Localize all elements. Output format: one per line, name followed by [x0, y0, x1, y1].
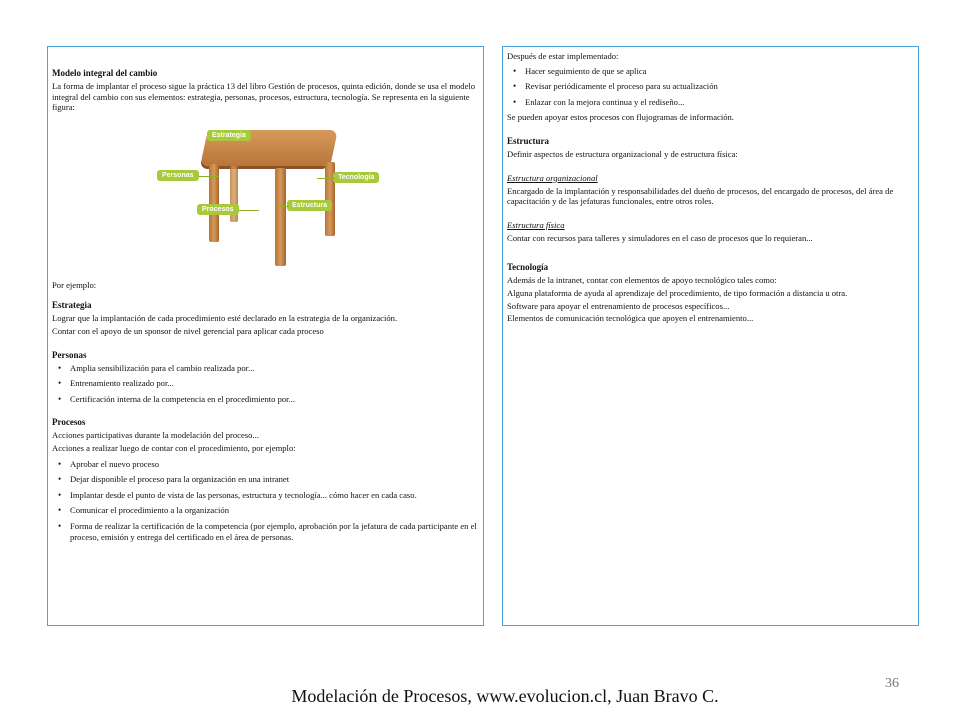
por-ejemplo: Por ejemplo: — [52, 279, 97, 290]
tec-text-1: Además de la intranet, contar con elementos de apoyo tecnológico tales como: — [507, 275, 777, 286]
intro-paragraph: La forma de implantar el proceso sigue la práctica 13 del libro Gestión de procesos, quinta edición, donde se usa el modelo integral del cambio con sus elementos: estrategia, personas, procesos, estructura, tecnología. Se representa en la siguiente figura: — [52, 81, 476, 113]
procesos-heading: Procesos — [52, 417, 86, 428]
despues-list — [507, 66, 914, 108]
list-item: • Dejar disponible el proceso para la organización en una intranet — [70, 474, 479, 485]
tag-connector — [239, 210, 259, 212]
tecnologia-heading: Tecnología — [507, 262, 549, 273]
procesos-list — [52, 459, 479, 543]
despues-text: Después de estar implementado: — [507, 51, 619, 61]
flujogramas-text: Se pueden apoyar estos procesos con flujogramas de información. — [507, 112, 734, 123]
tag-connector — [199, 176, 219, 178]
estrategia-text-2: Contar con el apoyo de un sponsor de nivel gerencial para aplicar cada proceso — [52, 325, 324, 336]
list-item: • Forma de realizar la certificación de la competencia (por ejemplo, aprobación por la jefatura de cada participante en el proceso, emisión y entrega del certificado en el área de personas. — [70, 521, 479, 542]
change-model-figure — [147, 118, 392, 266]
list-item: • Implantar desde el punto de vista de las personas, estructura y tecnología... cómo hacer en cada caso. — [70, 490, 479, 501]
tag-connector — [279, 206, 289, 208]
tag-personas: Personas — [157, 170, 199, 181]
estructura-text: Definir aspectos de estructura organizacional y de estructura física: — [507, 148, 738, 159]
fisica-text: Contar con recursos para talleres y simuladores en el caso de procesos que lo requieran... — [507, 232, 813, 243]
tag-connector — [317, 178, 335, 180]
tag-estructura: Estructura — [287, 200, 332, 211]
list-item: • Revisar periódicamente el proceso para su actualización — [525, 81, 914, 92]
tec-text-4: Elementos de comunicación tecnológica que apoyen el entrenamiento... — [507, 313, 754, 324]
fisica-subheading: Estructura física — [507, 219, 565, 230]
tec-text-2: Alguna plataforma de ayuda al aprendizaje del procedimiento, de tipo formación a distancia u otra. — [507, 287, 848, 298]
right-column — [502, 46, 919, 626]
org-text: Encargado de la implantación y responsabilidades del dueño de procesos, del encargado de procesos, del área de capacitación y de las jefaturas funcionales, entre otros roles. — [507, 185, 894, 207]
list-item: • Entrenamiento realizado por... — [70, 378, 479, 389]
left-column — [47, 46, 484, 626]
tag-estrategia: Estrategia — [207, 130, 251, 141]
list-item: • Comunicar el procedimiento a la organización — [70, 505, 479, 516]
table-leg — [275, 168, 286, 266]
list-item: • Aprobar el nuevo proceso — [70, 459, 479, 470]
footer-title: Modelación de Procesos, www.evolucion.cl, Juan Bravo C. — [291, 686, 719, 706]
list-item: • Certificación interna de la competencia en el procedimiento por... — [70, 394, 479, 405]
tag-tecnologia: Tecnología — [333, 172, 379, 183]
list-item: • Enlazar con la mejora continua y el rediseño... — [525, 97, 914, 108]
personas-heading: Personas — [52, 349, 87, 360]
list-item: • Hacer seguimiento de que se aplica — [525, 66, 914, 77]
procesos-text-2: Acciones a realizar luego de contar con el procedimiento, por ejemplo: — [52, 442, 296, 453]
org-subheading: Estructura organizacional — [507, 172, 598, 183]
estrategia-heading: Estrategia — [52, 300, 92, 311]
personas-list — [52, 363, 479, 405]
page-number: 36 — [885, 676, 899, 691]
list-item: • Amplia sensibilización para el cambio realizada por... — [70, 363, 479, 374]
procesos-text-1: Acciones participativas durante la modelación del proceso... — [52, 430, 259, 441]
tec-text-3: Software para apoyar el entrenamiento de procesos específicos... — [507, 300, 730, 311]
modelo-heading: Modelo integral del cambio — [52, 68, 158, 78]
estructura-heading: Estructura — [507, 135, 549, 146]
estrategia-text-1: Lograr que la implantación de cada procedimiento esté declarado en la estrategia de la organización. — [52, 313, 398, 324]
tag-procesos: Procesos — [197, 204, 239, 215]
